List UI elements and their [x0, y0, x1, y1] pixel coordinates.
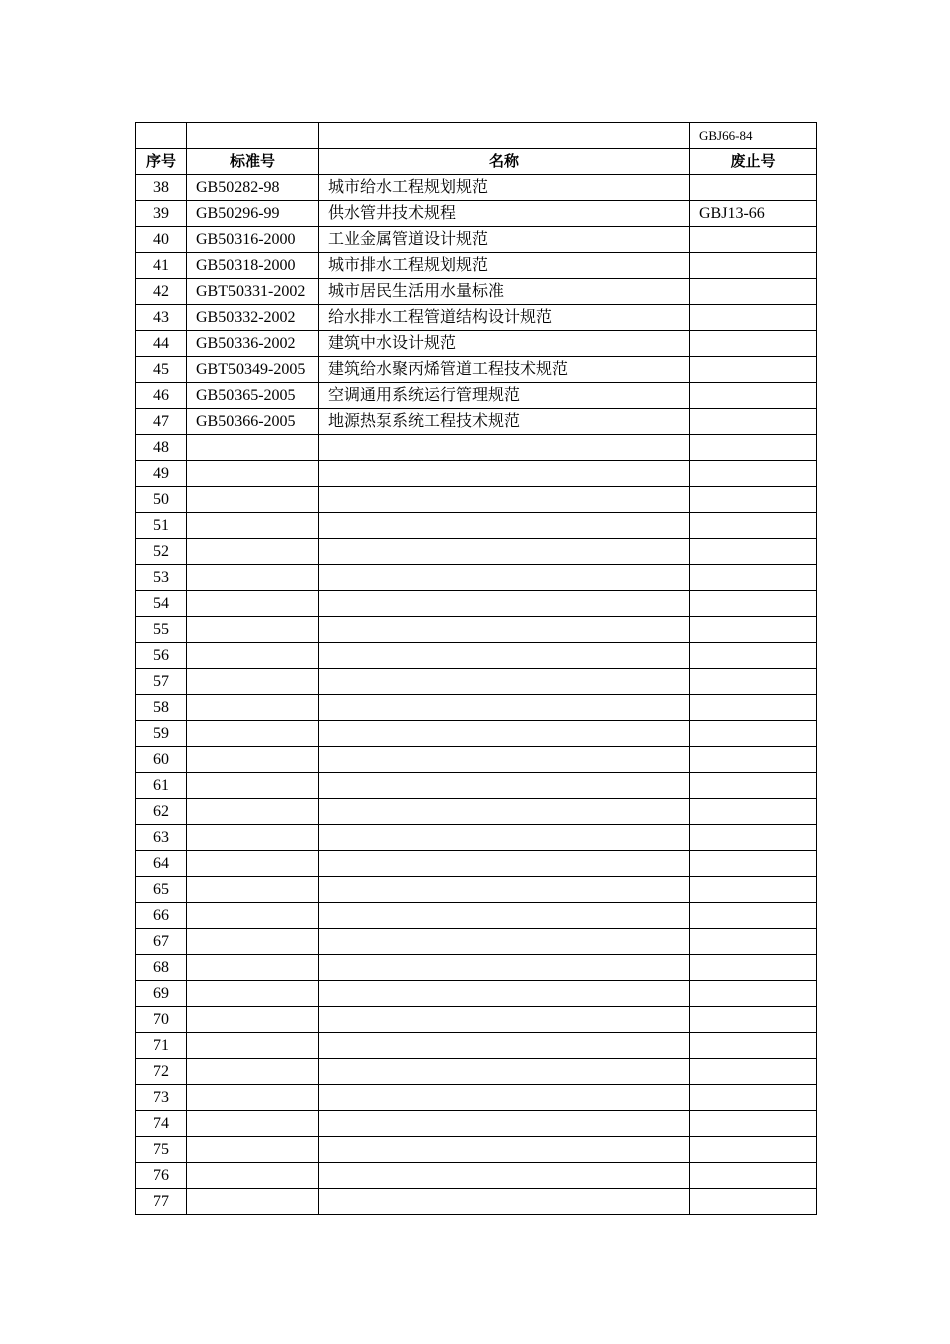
- table-row: [136, 981, 817, 1007]
- name-cell: [319, 851, 690, 877]
- name-cell: [319, 825, 690, 851]
- table-row: [136, 1085, 817, 1111]
- seq-cell: 47: [136, 409, 187, 435]
- void-cell: [690, 253, 817, 279]
- void-cell: [690, 773, 817, 799]
- name-cell: [319, 539, 690, 565]
- name-cell: [319, 877, 690, 903]
- code-cell: [187, 955, 319, 981]
- continuation-void-cell: GBJ66-84: [690, 123, 817, 149]
- code-cell: [187, 487, 319, 513]
- name-cell: [319, 565, 690, 591]
- code-cell: [187, 877, 319, 903]
- seq-cell: 73: [136, 1085, 187, 1111]
- seq-cell: 51: [136, 513, 187, 539]
- table-row: [136, 1111, 817, 1137]
- table-row: [136, 773, 817, 799]
- seq-cell: 49: [136, 461, 187, 487]
- code-cell: GB50332-2002: [187, 305, 319, 331]
- seq-cell: 63: [136, 825, 187, 851]
- seq-cell: 43: [136, 305, 187, 331]
- name-cell: [319, 747, 690, 773]
- seq-cell: 76: [136, 1163, 187, 1189]
- seq-cell: 45: [136, 357, 187, 383]
- seq-cell: 71: [136, 1033, 187, 1059]
- seq-cell: 65: [136, 877, 187, 903]
- void-cell: [690, 1059, 817, 1085]
- table-row: [136, 383, 817, 409]
- name-cell: [319, 461, 690, 487]
- code-cell: [187, 461, 319, 487]
- table-row: [136, 721, 817, 747]
- table-row: [136, 877, 817, 903]
- code-cell: [187, 565, 319, 591]
- table-row: [136, 669, 817, 695]
- void-cell: [690, 981, 817, 1007]
- name-cell: [319, 799, 690, 825]
- void-cell: [690, 695, 817, 721]
- table-row: [136, 747, 817, 773]
- void-cell: [690, 1189, 817, 1215]
- void-cell: [690, 227, 817, 253]
- name-cell: [319, 1189, 690, 1215]
- void-cell: [690, 1163, 817, 1189]
- seq-cell: 41: [136, 253, 187, 279]
- void-cell: [690, 487, 817, 513]
- void-cell: [690, 357, 817, 383]
- code-cell: [187, 721, 319, 747]
- code-cell: [187, 981, 319, 1007]
- continuation-name-cell: [319, 123, 690, 149]
- seq-cell: 39: [136, 201, 187, 227]
- seq-cell: 59: [136, 721, 187, 747]
- name-cell: [319, 669, 690, 695]
- code-cell: [187, 669, 319, 695]
- void-cell: [690, 851, 817, 877]
- void-cell: [690, 409, 817, 435]
- table-row: [136, 617, 817, 643]
- void-cell: [690, 955, 817, 981]
- table-row: [136, 851, 817, 877]
- table-row: [136, 305, 817, 331]
- table-row: [136, 253, 817, 279]
- code-cell: GBT50349-2005: [187, 357, 319, 383]
- code-cell: GBT50331-2002: [187, 279, 319, 305]
- void-cell: [690, 1007, 817, 1033]
- void-cell: [690, 877, 817, 903]
- seq-cell: 52: [136, 539, 187, 565]
- standards-table: [135, 122, 817, 1215]
- code-cell: [187, 1111, 319, 1137]
- seq-cell: 62: [136, 799, 187, 825]
- seq-cell: 56: [136, 643, 187, 669]
- code-cell: [187, 825, 319, 851]
- name-cell: 建筑中水设计规范: [319, 331, 690, 357]
- name-cell: 供水管井技术规程: [319, 201, 690, 227]
- void-cell: [690, 903, 817, 929]
- void-cell: [690, 175, 817, 201]
- void-cell: [690, 279, 817, 305]
- void-cell: [690, 1085, 817, 1111]
- code-cell: [187, 539, 319, 565]
- void-cell: [690, 305, 817, 331]
- name-cell: [319, 773, 690, 799]
- name-cell: 空调通用系统运行管理规范: [319, 383, 690, 409]
- void-cell: [690, 617, 817, 643]
- code-cell: [187, 617, 319, 643]
- name-cell: [319, 903, 690, 929]
- table-row: [136, 825, 817, 851]
- code-cell: [187, 695, 319, 721]
- code-cell: GB50318-2000: [187, 253, 319, 279]
- name-cell: [319, 1137, 690, 1163]
- void-cell: [690, 1111, 817, 1137]
- void-cell: GBJ13-66: [690, 201, 817, 227]
- seq-cell: 68: [136, 955, 187, 981]
- code-cell: [187, 1033, 319, 1059]
- table-row: [136, 1137, 817, 1163]
- seq-cell: 75: [136, 1137, 187, 1163]
- code-cell: [187, 591, 319, 617]
- seq-cell: 54: [136, 591, 187, 617]
- void-cell: [690, 721, 817, 747]
- seq-cell: 55: [136, 617, 187, 643]
- code-cell: [187, 513, 319, 539]
- name-cell: [319, 929, 690, 955]
- name-cell: [319, 617, 690, 643]
- void-cell: [690, 643, 817, 669]
- header-name: 名称: [319, 149, 690, 175]
- code-cell: [187, 903, 319, 929]
- void-cell: [690, 383, 817, 409]
- seq-cell: 74: [136, 1111, 187, 1137]
- seq-cell: 57: [136, 669, 187, 695]
- void-cell: [690, 513, 817, 539]
- name-cell: [319, 1059, 690, 1085]
- code-cell: GB50282-98: [187, 175, 319, 201]
- table-row: [136, 357, 817, 383]
- void-cell: [690, 461, 817, 487]
- name-cell: 城市居民生活用水量标准: [319, 279, 690, 305]
- seq-cell: 46: [136, 383, 187, 409]
- void-cell: [690, 331, 817, 357]
- name-cell: [319, 1163, 690, 1189]
- void-cell: [690, 539, 817, 565]
- code-cell: [187, 1007, 319, 1033]
- void-cell: [690, 591, 817, 617]
- code-cell: [187, 643, 319, 669]
- name-cell: [319, 435, 690, 461]
- table-row: [136, 175, 817, 201]
- name-cell: [319, 513, 690, 539]
- table-row: [136, 1007, 817, 1033]
- table-row: [136, 929, 817, 955]
- continuation-row: [136, 123, 817, 149]
- name-cell: 工业金属管道设计规范: [319, 227, 690, 253]
- seq-cell: 50: [136, 487, 187, 513]
- name-cell: 城市排水工程规划规范: [319, 253, 690, 279]
- code-cell: [187, 1189, 319, 1215]
- code-cell: GB50366-2005: [187, 409, 319, 435]
- table-row: [136, 279, 817, 305]
- table-row: [136, 643, 817, 669]
- table-row: [136, 695, 817, 721]
- void-cell: [690, 435, 817, 461]
- void-cell: [690, 747, 817, 773]
- code-cell: [187, 929, 319, 955]
- table-row: [136, 955, 817, 981]
- code-cell: [187, 1085, 319, 1111]
- code-cell: GB50336-2002: [187, 331, 319, 357]
- table-row: [136, 461, 817, 487]
- seq-cell: 44: [136, 331, 187, 357]
- void-cell: [690, 799, 817, 825]
- seq-cell: 38: [136, 175, 187, 201]
- seq-cell: 77: [136, 1189, 187, 1215]
- name-cell: [319, 1033, 690, 1059]
- seq-cell: 60: [136, 747, 187, 773]
- seq-cell: 48: [136, 435, 187, 461]
- code-cell: [187, 851, 319, 877]
- code-cell: [187, 1059, 319, 1085]
- table-row: [136, 565, 817, 591]
- seq-cell: 69: [136, 981, 187, 1007]
- void-cell: [690, 669, 817, 695]
- continuation-seq-cell: [136, 123, 187, 149]
- table-row: [136, 1059, 817, 1085]
- table-row: [136, 513, 817, 539]
- code-cell: [187, 773, 319, 799]
- seq-cell: 58: [136, 695, 187, 721]
- void-cell: [690, 929, 817, 955]
- void-cell: [690, 565, 817, 591]
- seq-cell: 72: [136, 1059, 187, 1085]
- seq-cell: 40: [136, 227, 187, 253]
- code-cell: GB50365-2005: [187, 383, 319, 409]
- void-cell: [690, 1137, 817, 1163]
- name-cell: [319, 643, 690, 669]
- void-cell: [690, 825, 817, 851]
- seq-cell: 64: [136, 851, 187, 877]
- table-row: [136, 227, 817, 253]
- name-cell: [319, 981, 690, 1007]
- name-cell: 给水排水工程管道结构设计规范: [319, 305, 690, 331]
- table-row: [136, 487, 817, 513]
- table-row: [136, 331, 817, 357]
- seq-cell: 70: [136, 1007, 187, 1033]
- code-cell: GB50296-99: [187, 201, 319, 227]
- name-cell: [319, 487, 690, 513]
- name-cell: [319, 721, 690, 747]
- table-row: [136, 435, 817, 461]
- table-row: [136, 1163, 817, 1189]
- name-cell: [319, 591, 690, 617]
- seq-cell: 67: [136, 929, 187, 955]
- name-cell: [319, 1111, 690, 1137]
- code-cell: [187, 1137, 319, 1163]
- header-code: 标准号: [187, 149, 319, 175]
- header-row: [136, 149, 817, 175]
- name-cell: [319, 955, 690, 981]
- code-cell: [187, 1163, 319, 1189]
- name-cell: 建筑给水聚丙烯管道工程技术规范: [319, 357, 690, 383]
- name-cell: [319, 1085, 690, 1111]
- name-cell: [319, 695, 690, 721]
- table-row: [136, 1033, 817, 1059]
- name-cell: 城市给水工程规划规范: [319, 175, 690, 201]
- table-row: [136, 539, 817, 565]
- table-row: [136, 591, 817, 617]
- seq-cell: 53: [136, 565, 187, 591]
- table-row: [136, 1189, 817, 1215]
- table-row: [136, 903, 817, 929]
- header-void: 废止号: [690, 149, 817, 175]
- table-row: [136, 409, 817, 435]
- code-cell: [187, 799, 319, 825]
- void-cell: [690, 1033, 817, 1059]
- seq-cell: 66: [136, 903, 187, 929]
- continuation-code-cell: [187, 123, 319, 149]
- table-row: [136, 799, 817, 825]
- seq-cell: 42: [136, 279, 187, 305]
- code-cell: [187, 435, 319, 461]
- code-cell: [187, 747, 319, 773]
- name-cell: [319, 1007, 690, 1033]
- seq-cell: 61: [136, 773, 187, 799]
- header-seq: 序号: [136, 149, 187, 175]
- code-cell: GB50316-2000: [187, 227, 319, 253]
- name-cell: 地源热泵系统工程技术规范: [319, 409, 690, 435]
- table-row: [136, 201, 817, 227]
